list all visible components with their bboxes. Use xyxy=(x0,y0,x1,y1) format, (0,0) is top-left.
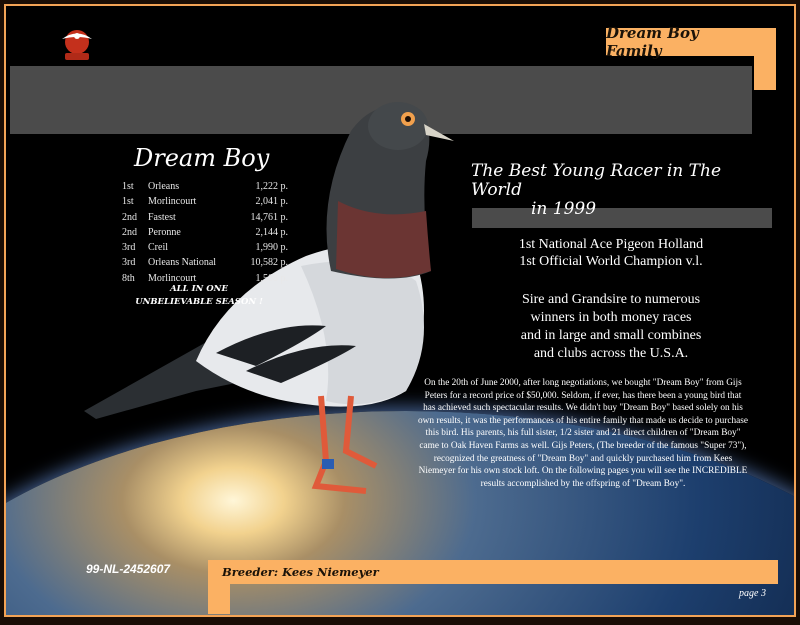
season-line: UNBELIEVABLE SEASON ! xyxy=(135,297,263,307)
race-cell: Morlincourt xyxy=(148,272,197,284)
points-cell: 2,041 p. xyxy=(255,196,288,208)
race-cell: Orleans National xyxy=(148,257,217,269)
place-cell: 3rd xyxy=(122,242,136,254)
page-number: page 3 xyxy=(739,588,766,599)
headline-line: The Best Young Racer in The World xyxy=(471,161,722,200)
points-cell: 10,582 p. xyxy=(250,257,288,269)
family-accent-strip xyxy=(754,28,776,90)
brochure-page xyxy=(4,4,796,617)
results-table xyxy=(122,179,288,286)
ace-line: 1st Official World Champion v.l. xyxy=(519,254,703,269)
table-row xyxy=(122,255,288,270)
ring-number: 99-NL-2452607 xyxy=(86,562,171,576)
sire-line: and clubs across the U.S.A. xyxy=(533,346,689,361)
table-row xyxy=(122,194,288,209)
points-cell: 1,222 p. xyxy=(255,181,288,192)
family-label: Dream Boy Family xyxy=(606,24,699,60)
ace-line: 1st National Ace Pigeon Holland xyxy=(518,237,704,252)
race-cell: Fastest xyxy=(148,211,176,223)
family-label-box xyxy=(606,24,754,60)
bird-name: Dream Boy xyxy=(134,144,270,172)
place-cell: 3rd xyxy=(122,257,136,269)
sire-line: winners in both money races xyxy=(530,310,692,325)
sire-line: Sire and Grandsire to numerous xyxy=(521,292,701,307)
breeder-box xyxy=(208,560,778,584)
table-row xyxy=(122,225,288,240)
race-cell: Orleans xyxy=(148,181,180,192)
place-cell: 2nd xyxy=(122,211,137,223)
sire-statement xyxy=(476,291,746,363)
ace-titles xyxy=(476,236,746,270)
breeder-label: Breeder: Kees Niemeyer xyxy=(222,565,379,579)
season-note xyxy=(124,283,274,309)
points-cell: 2,144 p. xyxy=(255,226,288,238)
race-cell: Morlincourt xyxy=(148,196,197,208)
table-row xyxy=(122,210,288,225)
sire-line: and in large and small combines xyxy=(520,328,702,343)
race-cell: Peronne xyxy=(148,226,181,238)
points-cell: 1,990 p. xyxy=(255,242,288,254)
season-line: ALL IN ONE xyxy=(170,284,228,294)
headline xyxy=(471,162,771,219)
purchase-story: On the 20th of June 2000, after long negotiations, we bought "Dream Boy" from Gijs Peters for a record price of $50,000. Seldom, if ever, has there been a young bird that has achieved such spectacular results. We didn't buy "Dream Boy" based solely on his own results, it was the performances of his entire family that made us decide to purchase this bird. His parents, his full sister, 1/2 sister and 21 direct children of "Dream Boy" came to Oak Haven Farms as well. Gijs Peters, (The breeder of the famous "Super 73"), recognized the greatness of "Dream Boy" and quickly purchased him from Kees Niemeyer for his own stock loft. On the following pages you will see the INCREDIBLE results accomplished by the offspring of "Dream Boy". xyxy=(418,378,748,489)
place-cell: 2nd xyxy=(122,226,137,238)
table-row xyxy=(122,240,288,255)
headline-line: in 1999 xyxy=(531,199,597,219)
place-cell: 8th xyxy=(122,272,135,284)
points-cell: 14,761 p. xyxy=(250,211,288,223)
place-cell: 1st xyxy=(122,181,134,192)
place-cell: 1st xyxy=(122,196,134,208)
table-row xyxy=(122,179,288,194)
points-cell: 1,568 p. xyxy=(255,272,288,284)
club-logo-icon xyxy=(60,24,94,64)
race-cell: Creil xyxy=(148,242,168,254)
